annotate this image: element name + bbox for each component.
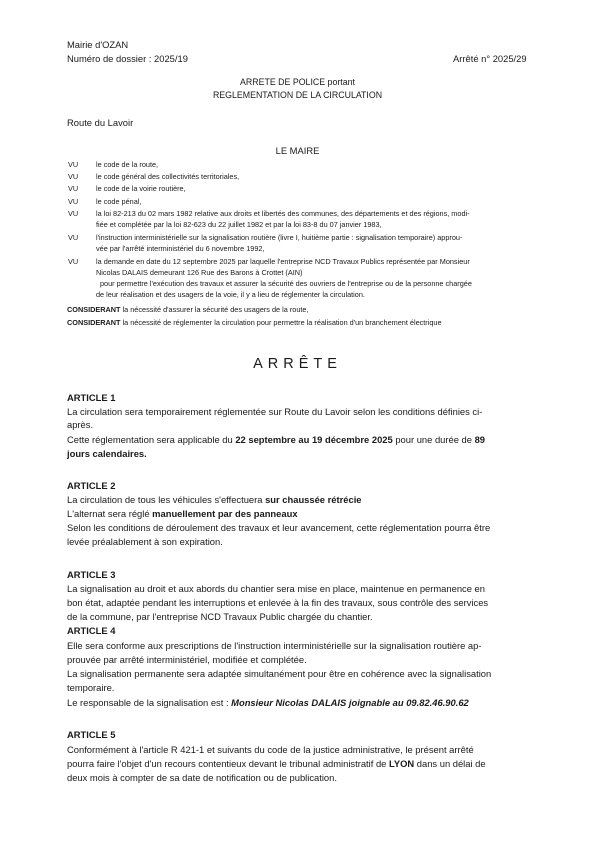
article-1-line: Cette réglementation sera applicable du 22 septembre au 19 décembre 2025 pour une durée de 89 [67, 434, 486, 445]
dossier-number: Numéro de dossier : 2025/19 [67, 53, 188, 64]
vu-item-continued: de leur réalisation et des usagers de la voie, il y a lieu de réglementer la circulation. [96, 290, 365, 299]
article-5-line: deux mois à compter de sa date de notification ou de publication. [67, 772, 337, 783]
vu-label: VU [68, 184, 79, 193]
arrete-number: Arrêté n° 2025/29 [453, 53, 527, 64]
article-5-line: pourra faire l'objet d'un recours contentieux devant le tribunal administratif de LYON dans un délai de [67, 758, 486, 769]
vu-label: VU [68, 197, 79, 206]
vu-label: VU [68, 160, 79, 169]
vu-label: VU [68, 257, 79, 266]
arrete-heading: ARRÊTE [253, 356, 342, 372]
vu-item: le code général des collectivités territoriales, [96, 172, 240, 181]
article-1-line: jours calendaires. [67, 448, 147, 459]
article-1-line: La circulation sera temporairement réglementée sur Route du Lavoir selon les conditions définies ci- [67, 406, 483, 417]
article-2-line: L'alternat sera réglé manuellement par des panneaux [67, 508, 298, 519]
article-1-line: après. [67, 419, 94, 430]
vu-item: la demande en date du 12 septembre 2025 par laquelle l'entreprise NCD Travaux Publics représentée par Monsieur [96, 257, 470, 266]
article-5-line: Conformément à l'article R 421-1 et suivants du code de la justice administrative, le présent arrêté [67, 744, 474, 755]
article-2-line: La circulation de tous les véhicules s'effectuera sur chaussée rétrécie [67, 494, 362, 505]
vu-item: le code de la route, [96, 160, 159, 169]
article-1-title: ARTICLE 1 [67, 392, 116, 403]
vu-label: VU [68, 233, 79, 242]
mairie-name: Mairie d'OZAN [67, 39, 129, 50]
considerant-label: CONSIDERANT [67, 318, 121, 327]
article-4-title: ARTICLE 4 [67, 625, 116, 636]
vu-item-continued: vée par l'arrêté interministériel du 6 novembre 1992, [96, 244, 265, 253]
vu-label: VU [68, 209, 79, 218]
article-2-line: levée préalablement à son expiration. [67, 536, 223, 547]
article-2-title: ARTICLE 2 [67, 480, 116, 491]
article-2-line: Selon les conditions de déroulement des travaux et leur avancement, cette réglementation pourra être [67, 522, 491, 533]
article-3-line: de la commune, par l'entreprise NCD Travaux Public chargée du chantier. [67, 611, 373, 622]
article-5-title: ARTICLE 5 [67, 729, 116, 740]
vu-item: l'instruction interministérielle sur la signalisation routière (livre I, huitième partie : signalisation temporaire) approu- [96, 233, 463, 242]
route-name: Route du Lavoir [67, 117, 134, 128]
vu-item: la loi 82-213 du 02 mars 1982 relative aux droits et libertés des communes, des départements et des régions, modi- [96, 209, 470, 218]
vu-item: le code de la voirie routière, [96, 184, 186, 193]
article-4-line: La signalisation permanente sera adaptée simultanément pour être en cohérence avec la signalisation [67, 668, 492, 679]
considerant-label: CONSIDERANT [67, 305, 121, 314]
le-maire-heading: LE MAIRE [275, 145, 320, 156]
title-line-1: ARRETE DE POLICE portant [240, 77, 355, 87]
considerant-line [67, 318, 442, 329]
article-4-line: temporaire. [67, 682, 115, 693]
considerant-line [67, 305, 309, 316]
vu-label: VU [68, 172, 79, 181]
title-line-2: REGLEMENTATION DE LA CIRCULATION [212, 90, 383, 100]
article-4-line: Le responsable de la signalisation est : Monsieur Nicolas DALAIS joignable au 09.82.46.90.62 [67, 697, 469, 708]
considerant-text: la nécessité d'assurer la sécurité des usagers de la route, [122, 305, 309, 314]
vu-item: le code pénal, [96, 197, 142, 206]
vu-item-continued: fiée et complétée par la loi 82-623 du 22 juillet 1982 et par la loi 83-8 du 07 janvier 1983, [96, 220, 382, 229]
considerant-text: la nécessité de réglementer la circulation pour permettre la réalisation d'un branchement électrique [122, 318, 442, 327]
article-4-line: prouvée par arrêté interministériel, modifiée et complétée. [67, 654, 307, 665]
article-3-line: La signalisation au droit et aux abords du chantier sera mise en place, maintenue en permanence en [67, 583, 485, 594]
article-4-line: Elle sera conforme aux prescriptions de l'instruction interministérielle sur la signalisation routière ap- [67, 640, 482, 651]
vu-item-continued: pour permettre l'exécution des travaux et assurer la sécurité des ouvriers de l'entreprise ou de la personne chargée [100, 279, 472, 288]
vu-item-continued: Nicolas DALAIS demeurant 126 Rue des Barons à Crottet (AIN) [96, 268, 303, 277]
article-3-title: ARTICLE 3 [67, 569, 116, 580]
article-3-line: bon état, adaptée pendant les interruptions et enlevée à la fin des travaux, sous contrôle des services [67, 597, 489, 608]
